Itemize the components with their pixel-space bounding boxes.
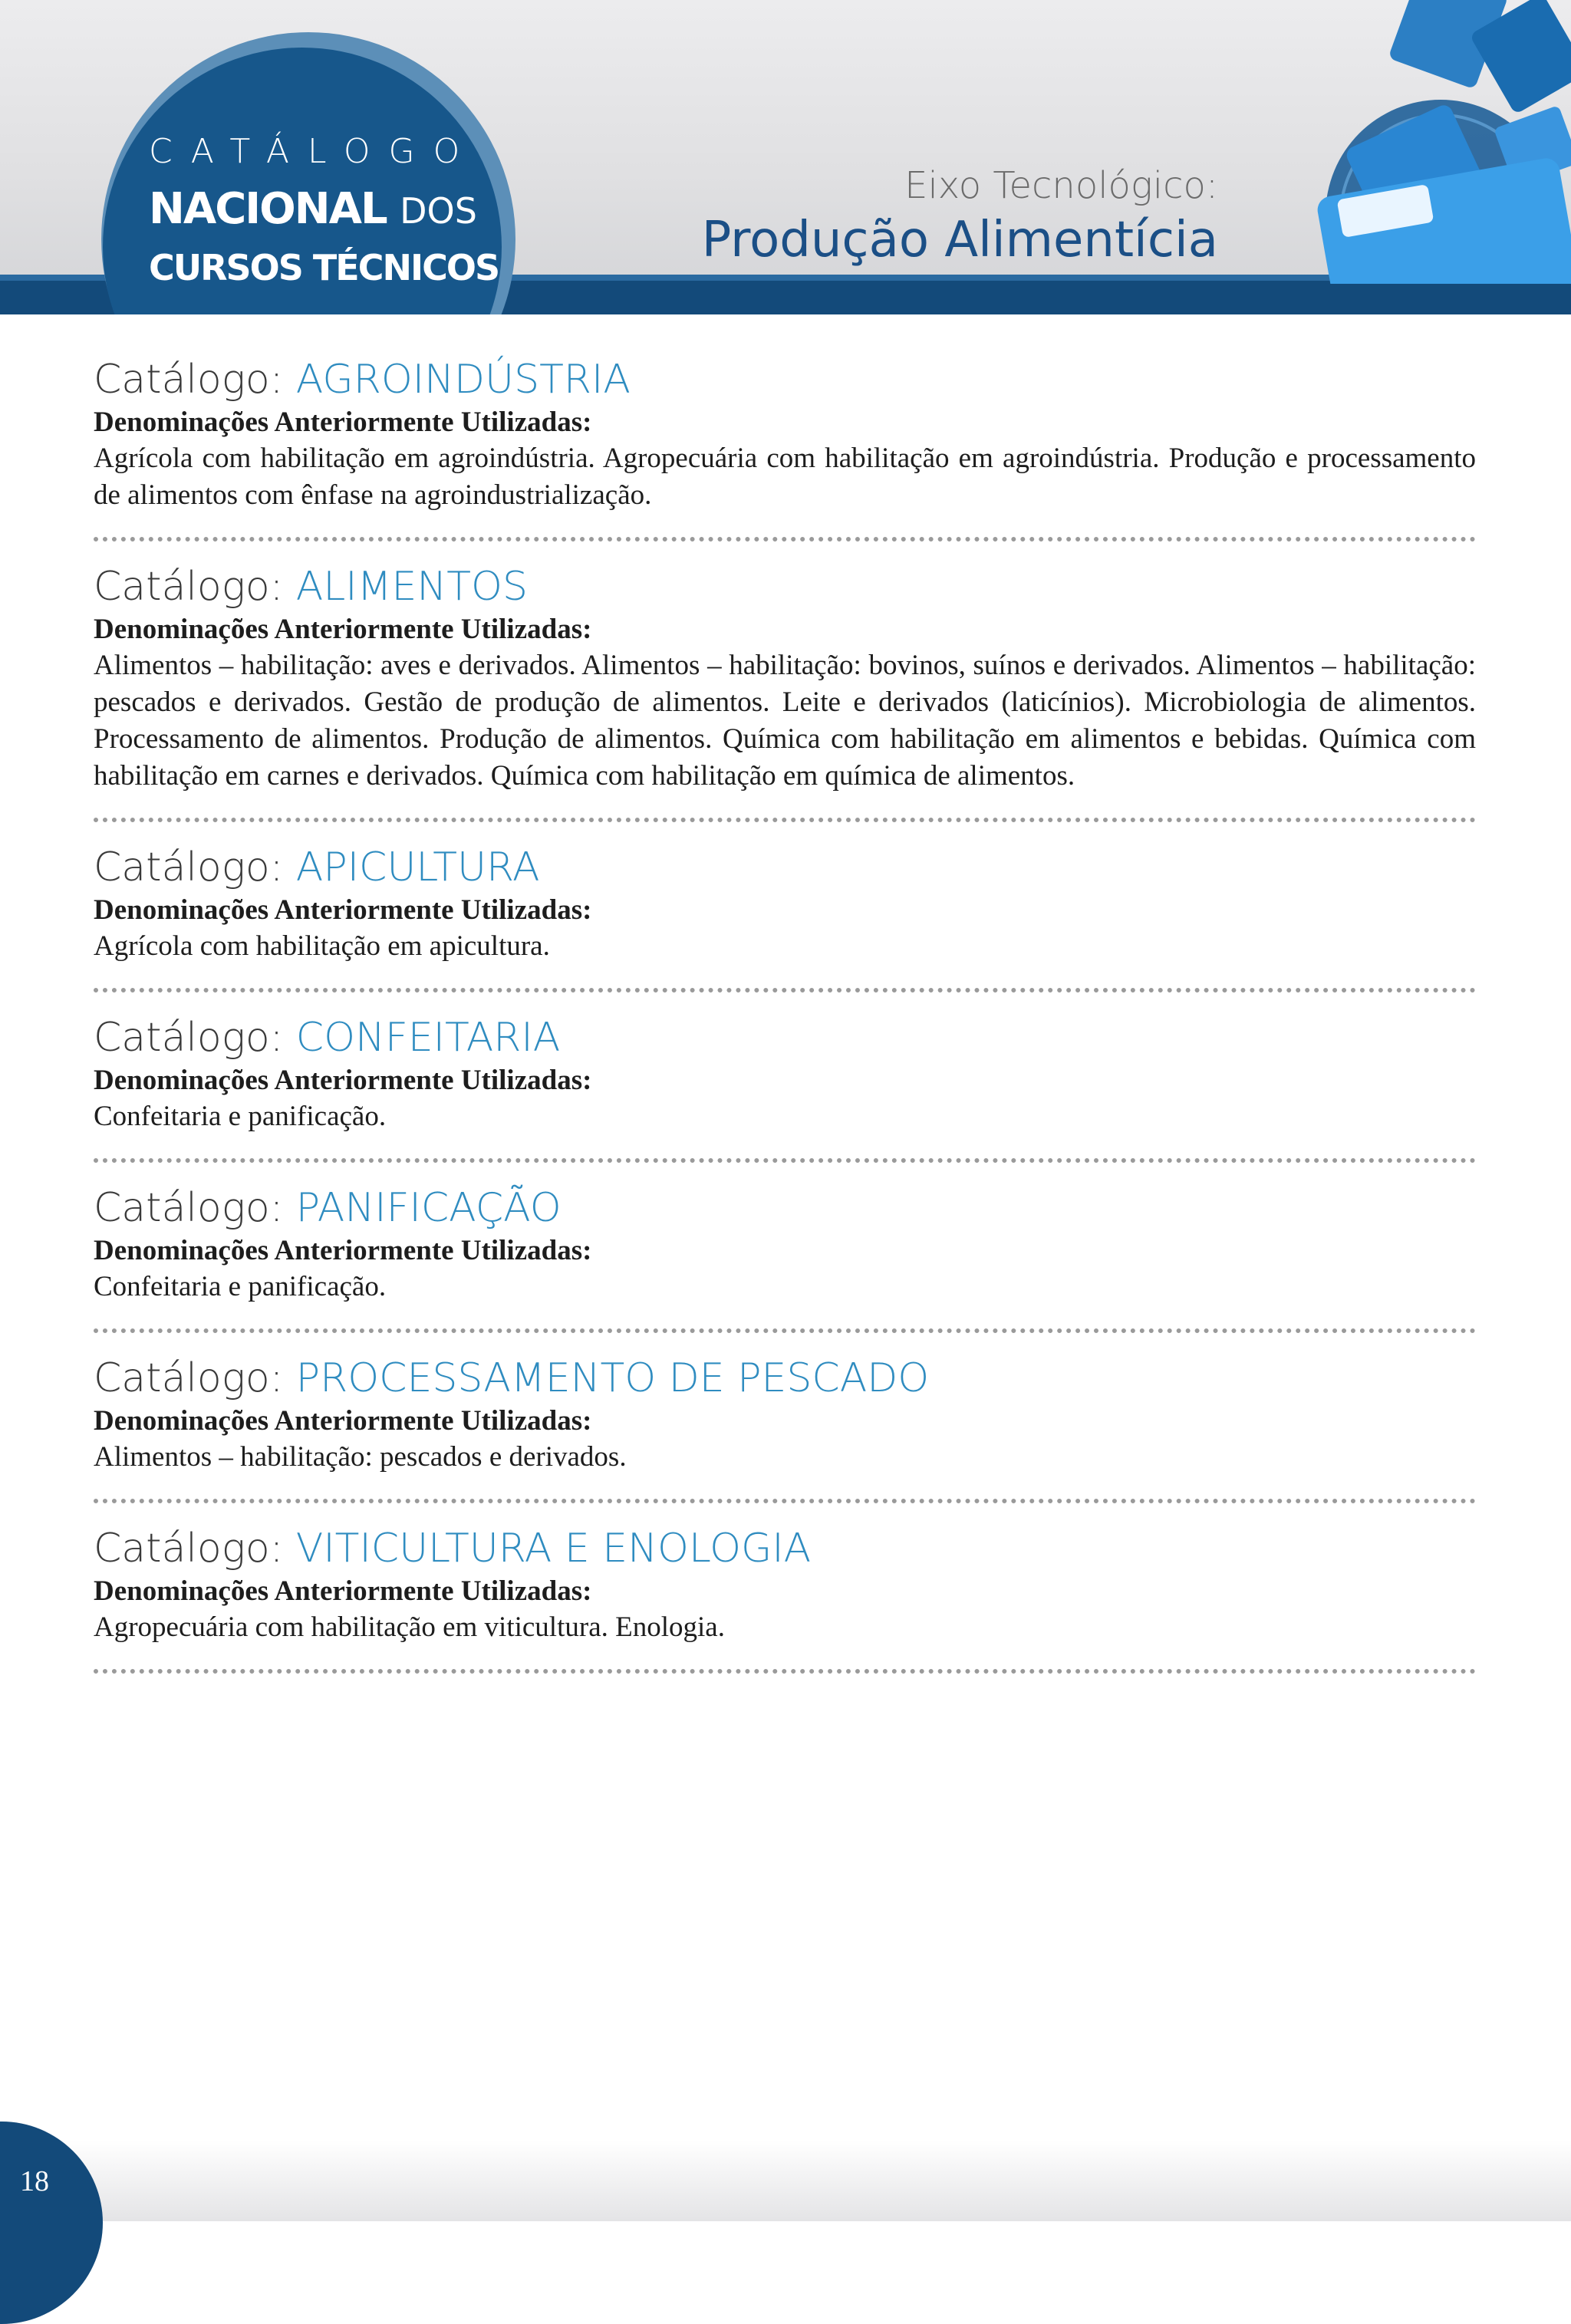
denominations-label: Denominações Anteriormente Utilizadas: [94,894,592,926]
denominations-text: Confeitaria e panificação. [94,1101,387,1132]
denominations-text: Alimentos – habilitação: aves e derivados. Alimentos – habilitação: bovinos, suínos e derivados. Alimentos – habilitação: pescados e derivados. Gestão de produção de alimentos. Leite e derivados (laticínios). Microbiologia de alimentos. Processamento de alimentos. Produção de alimentos. Química com habilitação em alimentos e bebidas. Química com habilitação em carnes e derivados. Química com habilitação em química de alimentos. [94,650,1476,792]
denominations-text: Confeitaria e panificação. [94,1271,387,1302]
catalog-entry-panificacao [94,1183,1476,1333]
catalog-heading [94,1353,1476,1404]
denominations-label: Denominações Anteriormente Utilizadas: [94,1405,592,1437]
catalog-prefix: Catálogo: [94,1015,284,1061]
footer-shade [0,2140,1571,2221]
logo-nacional-bold: NACIONAL [149,184,387,234]
logo-nacional [149,184,477,234]
catalog-heading [94,1012,1476,1063]
catalog-heading [94,1183,1476,1233]
catalog-prefix: Catálogo: [94,1526,284,1572]
logo-cursos-tecnicos: CURSOS TÉCNICOS [149,247,499,288]
catalog-list [94,354,1476,1694]
denominations-text: Agropecuária com habilitação em viticultura. Enologia. [94,1611,725,1643]
catalog-name: PROCESSAMENTO DE PESCADO [295,1355,930,1401]
page-header [0,0,1571,314]
catalog-prefix: Catálogo: [94,564,284,610]
denominations-label: Denominações Anteriormente Utilizadas: [94,1575,592,1607]
catalog-name: CONFEITARIA [295,1015,561,1061]
catalog-heading [94,1523,1476,1574]
catalog-entry-alimentos [94,561,1476,822]
catalog-prefix: Catálogo: [94,844,284,890]
catalog-heading [94,354,1476,405]
catalog-heading [94,842,1476,893]
catalog-entry-confeitaria [94,1012,1476,1163]
denominations-label: Denominações Anteriormente Utilizadas: [94,407,592,438]
catalog-name: APICULTURA [295,844,540,890]
page-number: 18 [20,2165,49,2197]
logo-catalogo: CATÁLOGO [149,132,479,171]
denominations-label: Denominações Anteriormente Utilizadas: [94,1235,592,1266]
catalog-name: PANIFICAÇÃO [295,1185,562,1231]
card-decoration-icon [1210,0,1571,284]
catalog-entry-viticultura-e-enologia [94,1523,1476,1674]
catalog-entry-agroindustria [94,354,1476,541]
denominations-text: Agrícola com habilitação em apicultura. [94,930,550,962]
catalog-heading [94,561,1476,612]
denominations-label: Denominações Anteriormente Utilizadas: [94,614,592,645]
denominations-text: Agrícola com habilitação em agroindústria. Agropecuária com habilitação em agroindústria. Produção e processamento de alimentos com ênfase na agroindustrialização. [94,443,1476,511]
catalog-entry-processamento-de-pescado [94,1353,1476,1503]
catalog-name: ALIMENTOS [295,564,528,610]
catalog-prefix: Catálogo: [94,1185,284,1231]
catalog-name: VITICULTURA E ENOLOGIA [295,1526,812,1572]
catalog-prefix: Catálogo: [94,357,284,403]
catalog-entry-apicultura [94,842,1476,992]
denominations-label: Denominações Anteriormente Utilizadas: [94,1065,592,1096]
catalog-name: AGROINDÚSTRIA [295,357,631,403]
catalog-prefix: Catálogo: [94,1355,284,1401]
denominations-text: Alimentos – habilitação: pescados e derivados. [94,1441,627,1473]
eixo-title: Produção Alimentícia [701,212,1218,268]
eixo-label: Eixo Tecnológico: [904,164,1218,207]
logo-dos: DOS [400,190,477,232]
